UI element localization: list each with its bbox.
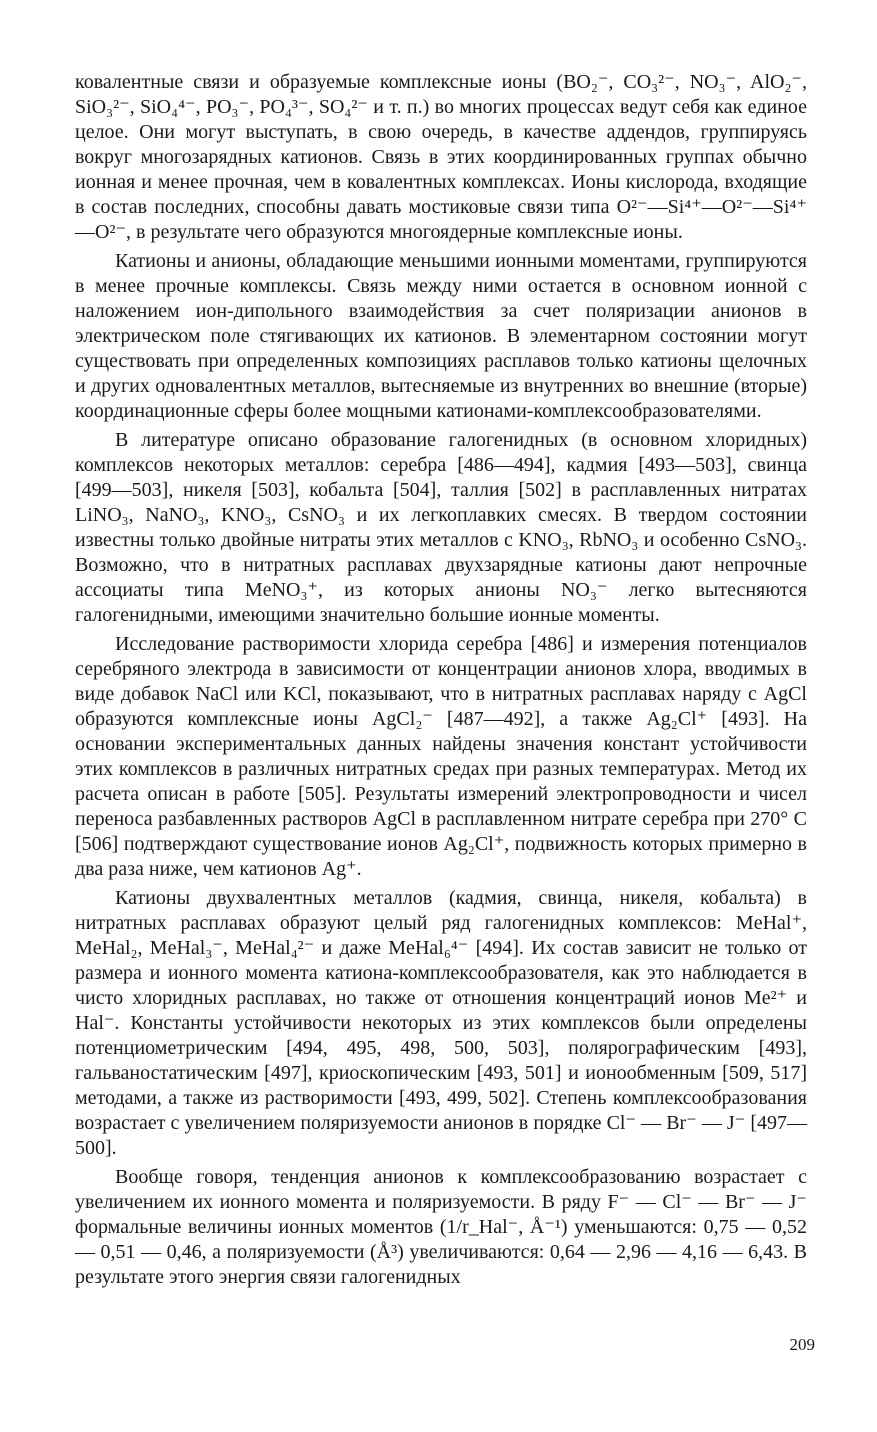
paragraph-5: Катионы двухвалентных металлов (кадмия, свинца, никеля, кобальта) в нитратных расплавах образуют целый ряд галогенидных комплексов: MeHal⁺, MeHal₂, MeHal₃⁻, MeHal₄²⁻ и даже MeHal₆⁴⁻ [494]. Их состав зависит не только от размера и ионного момента катиона-комплексообразователя, как это наблюдается в чисто хлоридных расплавах, но также от отношения концентраций ионов Me²⁺ и Hal⁻. Константы устойчивости некоторых из этих комплексов были определены потенциометрическим [494, 495, 498, 500, 503], полярографическим [493], гальваностатическим [497], криоскопическим [493, 501] и ионообменным [509, 517] методами, а также из растворимости [493, 499, 502]. Степень комплексообразования возрастает с увеличением поляризуемости анионов в порядке Cl⁻ — Br⁻ — J⁻ [497—500]. <box>75 887 807 1159</box>
paragraph-1: ковалентные связи и образуемые комплексные ионы (BO₂⁻, CO₃²⁻, NO₃⁻, AlO₂⁻, SiO₃²⁻, SiO₄⁴⁻, PO₃⁻, PO₄³⁻, SO₄²⁻ и т. п.) во многих процессах ведут себя как единое целое. Они могут выступать, в свою очередь, в качестве аддендов, группируясь вокруг многозарядных катионов. Связь в этих координированных группах обычно ионная и менее прочная, чем в ковалентных комплексах. Ионы кислорода, входящие в состав последних, способны давать мостиковые связи типа O²⁻—Si⁴⁺—O²⁻—Si⁴⁺—O²⁻, в результате чего образуются многоядерные комплексные ионы. <box>75 71 807 243</box>
text-body <box>75 70 807 1290</box>
page-number: 209 <box>789 1335 815 1354</box>
paragraph-6: Вообще говоря, тенденция анионов к комплексообразованию возрастает с увеличением их ионного момента и поляризуемости. В ряду F⁻ — Cl⁻ — Br⁻ — J⁻ формальные величины ионных моментов (1/r_Hal⁻, Å⁻¹) уменьшаются: 0,75 — 0,52 — 0,51 — 0,46, а поляризуемости (Å³) увеличиваются: 0,64 — 2,96 — 4,16 — 6,43. В результате этого энергия связи галогенидных <box>75 1166 807 1288</box>
paragraph-2: Катионы и анионы, обладающие меньшими ионными моментами, группируются в менее прочные комплексы. Связь между ними остается в основном ионной с наложением ион-дипольного взаимодействия за счет поляризации анионов в электрическом поле стягивающих их катионов. В элементарном состоянии могут существовать при определенных композициях расплавов только катионы щелочных и других одновалентных металлов, вытесняемые из внутренних во внешние (вторые) координационные сферы более мощными катионами-комплексообразователями. <box>75 250 807 422</box>
paragraph-3: В литературе описано образование галогенидных (в основном хлоридных) комплексов некоторых металлов: серебра [486—494], кадмия [493—503], свинца [499—503], никеля [503], кобальта [504], таллия [502] в расплавленных нитратах LiNO₃, NaNO₃, KNO₃, CsNO₃ и их легкоплавких смесях. В твердом состоянии известны только двойные нитраты этих металлов с KNO₃, RbNO₃ и особенно CsNO₃. Возможно, что в нитратных расплавах двухзарядные катионы дают непрочные ассоциаты типа MeNO₃⁺, из которых анионы NO₃⁻ легко вытесняются галогенидными, имеющими значительно большие ионные моменты. <box>75 429 807 626</box>
paragraph-4: Исследование растворимости хлорида серебра [486] и измерения потенциалов серебряного электрода в зависимости от концентрации анионов хлора, вводимых в виде добавок NaCl или KCl, показывают, что в нитратных расплавах наряду с AgCl образуются комплексные ионы AgCl₂⁻ [487—492], а также Ag₂Cl⁺ [493]. На основании экспериментальных данных найдены значения констант устойчивости этих комплексов в различных нитратных средах при разных температурах. Метод их расчета описан в работе [505]. Результаты измерений электропроводности и чисел переноса разбавленных растворов AgCl в расплавленном нитрате серебра при 270° C [506] подтверждают существование ионов Ag₂Cl⁺, подвижность которых примерно в два раза ниже, чем катионов Ag⁺. <box>75 633 807 880</box>
